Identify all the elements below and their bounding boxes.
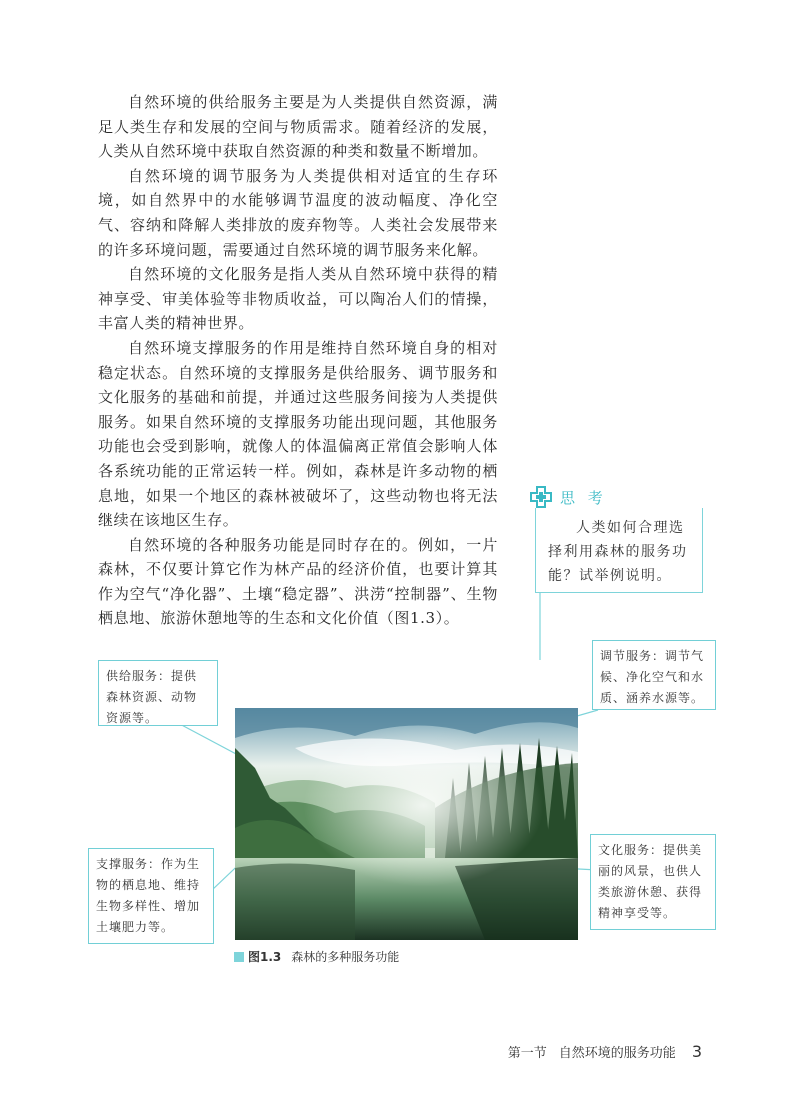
- callout-line: 物的栖息地、维持: [96, 878, 201, 892]
- callout-line: 森林资源、动物: [106, 690, 198, 704]
- page-footer: [508, 1042, 702, 1061]
- footer-section: 第一节: [507, 1046, 547, 1061]
- callout-line: 供给服务：提供: [106, 669, 198, 683]
- callout-supply: [98, 660, 218, 726]
- caption-text: 森林的多种服务功能: [291, 950, 400, 964]
- paragraph: 自然环境的文化服务是指人类从自然环境中获得的精神享受、审美体验等非物质收益，可以陶冶人们的情操，丰富人类的精神世界。: [98, 265, 498, 333]
- callout-line: 文化服务：提供美: [598, 843, 703, 857]
- paragraph: 自然环境支撑服务的作用是维持自然环境自身的相对稳定状态。自然环境的支撑服务是供给服务、调节服务和文化服务的基础和前提，并通过这些服务间接为人类提供服务。如果自然环境的支撑服务功能出现问题，其他服务功能也会受到影响，就像人的体温偏离正常值会影响人体各系统功能的正常运转一样。例如，森林是许多动物的栖息地，如果一个地区的森林被破坏了，这些动物也将无法继续在该地区生存。: [98, 338, 498, 530]
- callout-line: 土壤肥力等。: [96, 920, 175, 934]
- think-line: 人类如何合理选: [576, 520, 685, 536]
- callout-line: 丽的风景，也供人: [598, 864, 703, 878]
- callout-line: 类旅游休憩、获得: [598, 885, 703, 899]
- footer-title: 自然环境的服务功能: [558, 1046, 676, 1061]
- callout-line: 生物多样性、增加: [96, 899, 201, 913]
- callout-line: 质、涵养水源等。: [600, 691, 705, 705]
- callout-line: 支撑服务：作为生: [96, 857, 201, 871]
- callout-regulate: [592, 640, 716, 710]
- caption-square-icon: [234, 952, 244, 962]
- callout-line: 精神享受等。: [598, 906, 677, 920]
- paragraph: 自然环境的调节服务为人类提供相对适宜的生存环境，如自然界中的水能够调节温度的波动幅度、净化空气、容纳和降解人类排放的废弃物等。人类社会发展带来的许多环境问题，需要通过自然环境的调节服务来化解。: [98, 166, 498, 259]
- callout-line: 候、净化空气和水: [600, 670, 705, 684]
- think-label: 思 考: [560, 488, 607, 507]
- caption-number: 图1.3: [248, 950, 282, 964]
- think-line: 能？试举例说明。: [548, 568, 672, 584]
- page-number: 3: [691, 1042, 702, 1061]
- paragraph: 自然环境的供给服务主要是为人类提供自然资源，满足人类生存和发展的空间与物质需求。随着经济的发展，人类从自然环境中获取自然资源的种类和数量不断增加。: [98, 93, 498, 161]
- callout-support: [88, 848, 214, 944]
- forest-lake-photo: [235, 708, 578, 940]
- think-line: 择利用森林的服务功: [548, 544, 688, 560]
- paragraph: 自然环境的各种服务功能是同时存在的。例如，一片森林，不仅要计算它作为林产品的经济价值，也要计算其作为空气“净化器”、土壤“稳定器”、洪涝“控制器”、生物栖息地、旅游休憩地等的生态和文化价值（图1.3）。: [98, 535, 498, 628]
- callout-line: 资源等。: [106, 711, 159, 725]
- figure-caption: [234, 948, 399, 965]
- callout-line: 调节服务：调节气: [600, 649, 705, 663]
- callout-culture: [590, 834, 716, 930]
